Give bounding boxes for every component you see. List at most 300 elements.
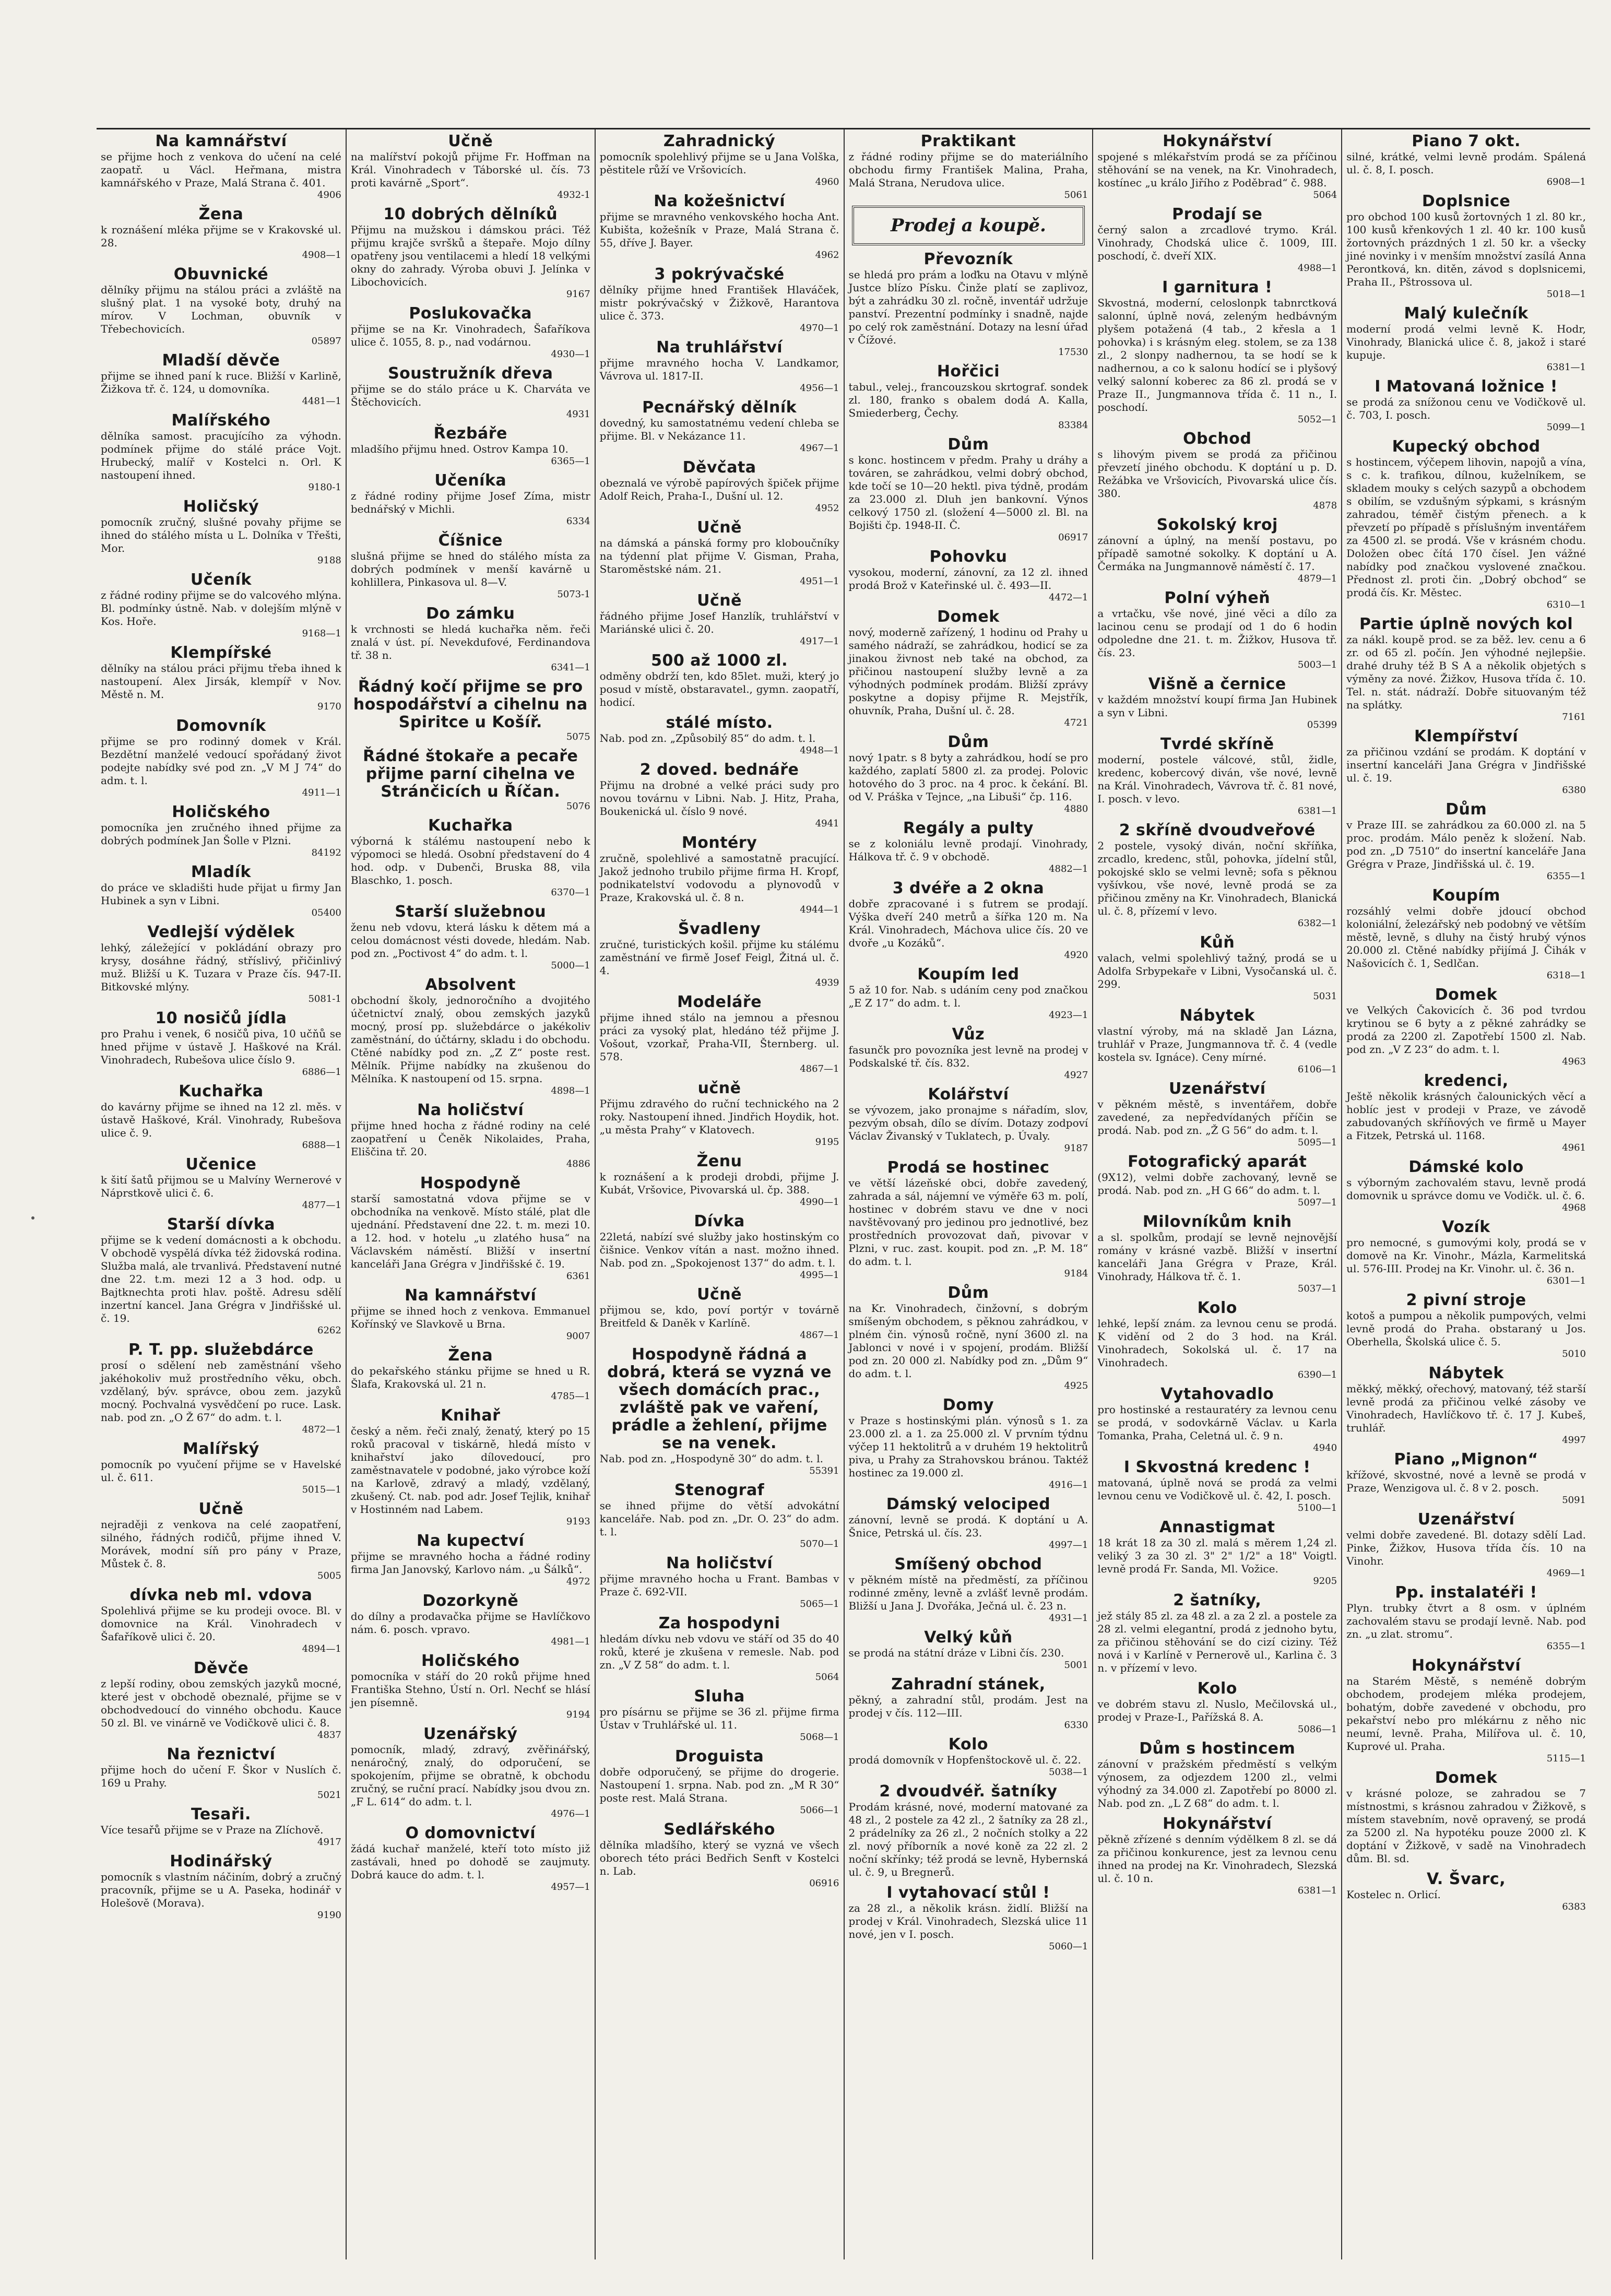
classified-ad [351,678,590,742]
ad-body: český a něm. řeči znalý, ženatý, který po 15 roků pracoval v tiskárně, hledá místo v knihařství jako dílovedoucí, pro zaměstnavatele v podobné, jako výrobce koží na Karlově, zdravý a mladý, vzdělaný, zkušený. Ct. nab. pod adr. Josef Tejlik, knihař v Hostinném nad Labem. [350,1425,590,1516]
classified-ad [849,608,1088,728]
ad-title: Učně [198,1500,244,1518]
classified-ad [849,1556,1088,1624]
ad-body: a vrtačku, vše nové, jiné věci a dílo za lacinou cenu se prodají od 1 do 6 hodin odpoledne dne 21. t. m. Žižkov, Husova tř. čís. 23. [1097,607,1337,659]
ad-code: 4872—1 [302,1424,341,1435]
classified-ad [849,733,1088,814]
ad-body: z lepší rodiny, obou zemských jazyků mocné, které jest v obchodě obeznalé, přijme se v obchodvedoucí do vinného obchodu. Kauce 50 zl. Bl. ve vinárně ve Vodičkově ulici č. 8. [101,1677,341,1729]
ad-code: 5031 [1313,991,1337,1002]
ad-code: 4931—1 [1049,1613,1088,1624]
classified-ad [101,717,341,798]
ad-title: Stenograf [674,1481,765,1499]
classified-ad [351,1347,590,1402]
classified-ad [849,363,1088,431]
ad-body: Prodám krásné, nové, moderní matované za 48 zl., 2 postele za 42 zl., 2 šatníky za 28 zl., 2 prádelníky za 26 zl., 2 nočních stolky a 22 zl. nový příborník a nové koně za 22 zl. 2 noční skřínky; též prodá se levně, Hybernská ul. č. 9, u Bregnerů. [848,1801,1088,1878]
ad-body: lehké, lepší znám. za levnou cenu se prodá. K vidění od 2 do 3 hod. na Král. Vinohradech, Sokolská ul. č. 17 na Vinohradech. [1097,1317,1337,1369]
ad-body: v každém množství koupí firma Jan Hubinek a syn v Libni. [1097,693,1337,719]
ad-title: I vytahovací stůl ! [886,1884,1050,1902]
ad-code: 6380 [1562,785,1586,796]
classified-ad [849,1284,1088,1391]
ad-title: Kolářství [928,1085,1009,1104]
ad-code: 6383 [1562,1901,1586,1912]
classified-ad [1346,801,1586,882]
ad-code: 5091 [1562,1495,1586,1506]
classified-ad [1346,133,1586,187]
classified-ad [101,1083,341,1151]
ad-body: Přijmu zdravého do ruční technického na 2 roky. Nastoupení ihned. Jindřich Hoydik, hot. „u města Prahy“ v Klatovech. [599,1097,839,1136]
ad-column-6 [1341,129,1590,2259]
ad-code: 4906 [317,190,341,200]
ad-body: Přijmu na mužskou i dámskou práci. Též přijmu krajče svršků a štepaře. Mojo dílny opatřeny jsou ventilacemi a hledí 18 velkými okny do zahrady. Výroba obuvi J. Jelínka v Libochovicích. [350,223,590,288]
ad-body: rozsáhlý velmi dobře jdoucí obchod koloniální, železářský neb podobný ve větším městě, levně, s dluhy na čistý hrubý výnos 20.000 zl. Ctěné nabídky přijímá J. Čihák v Našovicích č. 1, Sedlčan. [1346,905,1586,969]
classified-ad [600,1346,839,1476]
classified-ad [1346,378,1586,433]
classified-ad [101,1156,341,1211]
ad-title: Na kamnářství [405,1286,537,1305]
ad-title: Dům [947,733,989,751]
classified-ad [351,748,590,812]
ad-title: I Matovaná ložnice ! [1375,377,1558,396]
ad-code: 5070—1 [800,1538,839,1549]
classified-ad [1346,1158,1586,1213]
ad-body: nový, moderně zařízený, 1 hodinu od Prahy u samého nádraží, se zahrádkou, hodicí se za jinakou živnost neb také na obchod, za přičinou nastoupení služby levně a za výhodných podmínek prodám. Bližší zprávy poskytne a dopisy přijme R. Mejstřík, ohuvník, Praha, Dušní ul. č. 28. [848,626,1088,717]
ad-body: přijme se na Kr. Vinohradech, Šafaříkova ulice č. 1055, 8. p., nad vodárnou. [350,323,590,348]
ad-body: zánovní v pražském předměstí s velkým výnosem, za odjezdem 1200 zl., velmi výhodný za 34.000 zl. Zapotřebí po 8000 zl. Nab. pod zn. „L Z 68“ do adm. t. l. [1097,1758,1337,1809]
classified-ad [351,206,590,300]
ad-body: se prodá za snížonou cenu ve Vodičkově ul. č. 703, I. posch. [1346,396,1586,421]
ad-title: Dům [947,435,989,454]
ad-code: 6106—1 [1297,1064,1337,1075]
ad-title: Učně [448,132,493,150]
ad-title: Hodinářský [170,1852,273,1871]
ad-body: obchodní školy, jednoročního a dvojitého účetnictví znalý, obou zemských jazyků mocný, prosí pp. služebdárce o jakékoliv zaměstnání, do účtárny, skladu i do obchodu. Ctěné nabídky pod zn. „Z Z“ poste rest. Mělník. Přijme nabídky na zkušenou do Mělníka. K nastoupení od 15. srpna. [350,994,590,1085]
classified-ad [1097,1680,1337,1735]
classified-ad [351,605,590,673]
ad-body: s hostincem, výčepem lihovin, napojů a vína, s c. k. trafikou, dílnou, kuželníkem, se skladem mouky s celých sazypů a obchodem s obilím, se vzdušným sýpkami, s krásným zahradou, téměř čistým přenech. a k převzetí po případě s příslušným inventářem za 4500 zl. se prodá. Vše v krásném chodu. Doložen obec čítá 170 čísel. Jen vážné nabídky pod značkou vyslovené značkou. Přednost zl. proti čin. „Dobrý obchod“ se prodá čís. Kr. Městec. [1346,456,1586,599]
ad-body: měkký, měkký, ořechový, matovaný, též starší levně prodá za přičinou velké zásoby ve Vinohradech, Havlíčkovo tř. č. 17 J. Kubeš, truhlář. [1346,1382,1586,1434]
classified-ad [1097,279,1337,425]
ad-code: 5100—1 [1297,1502,1337,1513]
ad-title: Uzenářský [423,1725,518,1743]
classified-ad [600,1213,839,1281]
classified-ad [849,966,1088,1021]
classified-ad [849,436,1088,543]
ad-body: přijme ihned stálo na jemnou a přesnou práci za vysoký plat, hledáno též přijme J. Vošout, vzorkař, Praha-VII, Šternberg. ul. 578. [599,1011,839,1063]
ad-title: Knihař [441,1406,501,1425]
ad-title: Absolvent [425,976,516,994]
ad-body: zručně, spolehlivé a samostatně pracující. Jakož jednoho trubilo přijme firma H. Kropf, podnikatelství vodovodu a plynovodů v Praze, Krakovská ul. č. 8 n. [599,852,839,904]
classified-ad [101,1341,341,1435]
ad-title: Vůz [952,1025,985,1044]
ad-code: 4970—1 [800,323,839,334]
ad-body: přijme mravného hocha V. Landkamor, Vávrova ul. 1817-II. [599,357,839,382]
classified-ad [101,644,341,712]
classified-ad [1097,1740,1337,1810]
ad-title: Učně [697,518,742,537]
ad-title: Řezbáře [433,424,507,443]
classified-ad [101,1440,341,1495]
ad-body: se vývozem, jako pronajme s nářadím, slov, pezvým obsah, dílo se dívím. Dotazy zodpoví Václav Živanský v Tuklatech, p. Úvaly. [848,1104,1088,1142]
ad-title: Regály a pulty [903,819,1034,837]
ad-title: Domek [937,608,1000,626]
classified-ad [1097,1519,1337,1587]
ad-body: se hledá pro prám a loďku na Otavu v mlýně Justce blízo Písku. Činže platí se zaplivoz, být a zahrádku 30 zl. ročně, inventář udržuje panství. Prezentní podmínky i snadně, najde po celý rok zaměstnání. Dotazy na lesní úřad v Čížové. [848,268,1088,346]
ad-column-5 [1092,129,1341,2259]
ad-body: 18 krát 18 za 30 zl. malá s měrem 1,24 zl. veliký 3 za 30 zl. 3" 2" 1/2" a 18" Voigtl. levně prodá Fr. Sanda, Ml. Vožice. [1097,1536,1337,1575]
ad-body: matovaná, úplně nová se prodá za velmi levnou cenu ve Vodičkově ul. č. 42, I. posch. [1097,1476,1337,1502]
ad-title: Sokolský kroj [1156,516,1278,534]
ad-body: přijme hoch do učení F. Škor v Nuslích č. 169 u Prahy. [101,1764,341,1789]
ad-code: 4967—1 [800,443,839,454]
ad-code: 9205 [1313,1576,1337,1587]
ad-body: ve větší lázeňské obci, dobře zavedený, zahrada a sál, nájemní ve výměře 63 m. polí, hostinec v dobrém stavu ve dne v noci navštěvovaný pro jedinou pro jednotlivé, bez prostředních provozovat daň, pivovar v Plzni, v ruc. zast. koupit. pod zn. „P. M. 18“ do adm. t. l. [848,1177,1088,1268]
ad-code: 4925 [1064,1380,1088,1391]
classified-ad [1346,1072,1586,1153]
ad-title: Na řeznictví [167,1745,276,1764]
ad-title: Dámské kolo [1408,1158,1524,1176]
classified-ad [1097,822,1337,929]
ad-code: 4837 [317,1730,341,1741]
ad-title: Droguista [674,1747,764,1766]
ad-title: Kolo [1197,1679,1237,1698]
ad-body: ve Velkých Čakovicích č. 36 pod tvrdou krytinou se 6 byty a z pěkné zahrádky se prodá za 2200 zl. Zapotřebí 1500 zl. Nab. pod zn. „V Z 23“ do adm. t. l. [1346,1004,1586,1056]
ad-body: jež stály 85 zl. za 48 zl. a za 2 zl. a postele za 28 zl. velmi elegantní, prodá z jednoho bytu, za přičinou stěhování se do cizí ciziny. Též nová i v Karlíně v Pernerově ul., Karlina č. 3 n. v přízemí v levo. [1097,1609,1337,1674]
ad-title: Dům [947,1284,989,1302]
ad-code: 6301—1 [1546,1275,1586,1286]
ad-body: mladšího přijmu hned. Ostrov Kampa 10. [350,443,568,455]
ad-title: Mladší děvče [162,351,280,370]
ad-title: Partie úplně nových kol [1359,615,1573,633]
ad-body: pro nemocné, s gumovými koly, prodá se v domově na Kr. Vinohr., Mázla, Karmelitská ul. 576-III. Prodej na Kr. Vinohr. ul. č. 36 n. [1346,1236,1586,1275]
ad-code: 6365—1 [551,456,590,467]
ad-body: Přijmu na drobné a velké práci sudy pro novou továrnu v Libni. Nab. J. Hitz, Praha, Boukenická ul. číslo 9 nové. [599,779,839,818]
ad-code: 4948—1 [800,745,839,756]
ad-title: Sedlářského [664,1820,775,1839]
ad-title: Švadleny [678,920,761,938]
ad-title: 2 doved. bednáře [639,761,799,779]
ad-body: slušná přijme se hned do stálého místa za dobrých podmínek v menší kavárně u kohlillera, Pinkasova ul. 8—V. [350,550,590,588]
ad-code: 4962 [815,250,839,261]
classified-ad [351,365,590,420]
classified-ad [849,1884,1088,1952]
ad-title: Milovníkům knih [1142,1213,1292,1231]
ad-code: 4908—1 [302,250,341,261]
ad-code: 5018—1 [1546,289,1586,300]
classified-ad [101,206,341,261]
ad-body: přijme se do stálo práce u K. Charváta ve Štěchovicích. [350,383,590,408]
classified-ad [351,1407,590,1527]
classified-ad [1346,1871,1586,1912]
ad-column-2 [346,129,595,2259]
classified-ad [1097,934,1337,1002]
classified-ad [351,903,590,971]
classified-ad [101,803,341,858]
ad-title: Kuchařka [428,816,513,835]
ad-title: Montéry [681,834,757,852]
ad-code: 5052—1 [1297,414,1337,425]
ad-body: ve dobrém stavu zl. Nuslo, Mečilovská ul., prodej v Praze-I., Pařížská 8. A. [1097,1698,1337,1723]
classified-ad [351,1592,590,1647]
ad-title: Pohovku [929,548,1008,566]
ad-body: zručné, turistických košil. přijme ku stálému zaměstnání ve firmě Josef Feigl, Žitná ul. č. 4. [599,938,839,977]
ad-title: Dům s hostincem [1139,1739,1296,1758]
ad-body: z řádné rodiny přijme Josef Zíma, mistr bednářský v Michli. [350,490,590,515]
classified-ad [600,592,839,647]
ad-body: pomocník zručný, slušné povahy přijme se ihned do stálého místa u L. Dolníka v Třešti, Mor. [101,516,341,554]
classified-ad [351,305,590,360]
ad-code: 5001 [1064,1660,1088,1671]
classified-ad [600,1153,839,1208]
ad-code: 05399 [1307,719,1337,730]
classified-ad [351,472,590,527]
ad-body: dělníka samost. pracujícího za výhodn. podmínek přijme do stálé práce Vojt. Hrubecký, malíř v Kostelci n. Orl. K nastoupení ihned. [101,430,341,481]
ad-code: 4944—1 [800,904,839,915]
ad-body: výborná k stálému nastoupení nebo k výpomoci se hledá. Osobní představení do 4 hod. odp. v Dubenči, Bruska 88, vila Blaschko, 1. posch. [350,835,590,886]
ad-code: 4917—1 [800,636,839,647]
ad-code: 4963 [1562,1056,1586,1067]
ad-body: s konc. hostincem v předm. Prahy u dráhy a továren, se zahrádkou, velmi dobrý obchod, kde točí se 10—20 hektl. piva týdně, prodám za 23.000 zl. Dluh jen bankovní. Výnos celkový 1750 zl. (složení 4—5000 zl. Bl. na Bojišti čp. 1948-II. Č. [848,454,1088,531]
classified-ad [1097,589,1337,670]
ad-code: 6888—1 [302,1140,341,1151]
ad-code: 4894—1 [302,1643,341,1654]
classified-ad [101,924,341,1004]
ad-code: 4939 [815,977,839,988]
ad-title: Prodají se [1172,205,1263,223]
ad-code: 83384 [1058,420,1088,431]
ad-title: Kolo [1197,1299,1237,1317]
classified-ad [351,1825,590,1892]
ad-code: 5038—1 [1049,1767,1088,1778]
ad-title: Dům [1446,800,1487,819]
ad-code: 4988—1 [1297,263,1337,274]
classified-ad [600,1555,839,1609]
ad-title: Fotografický aparát [1128,1153,1307,1171]
ad-body: přijme se k vedení domácnosti a k obchodu. V obchodě vyspělá dívka též židovská rodina. Služba malá, ale trvanlivá. Představení nutné dne 22. t.m. mezi 12 a 3 hod. odp. u Bajtknechta proti hlav. poště. Adresu sdělí inzertní kancel. Jana Grégra v Jindřišské ul. č. 19. [101,1234,341,1324]
ad-code: 5015—1 [302,1484,341,1495]
ad-code: 4917 [317,1837,341,1848]
ad-title: Hokynářství [1163,132,1272,150]
ad-title: Piano 7 okt. [1412,132,1521,150]
ad-title: učně [697,1079,741,1097]
ad-body: pěkně zřízené s denním výdělkem 8 zl. se dá za přičinou konkurence, jest za levnou cenu ihned na prodej na Kr. Vinohradech, Slezská ul. č. 10 n. [1097,1833,1337,1885]
ad-body: lehký, záležející v pokládání obrazy pro krysy, dosáhne řádný, stříslivý, přičinlivý muž. Bližší u K. Tuzara v Praze čís. 947-II. Bitkovské mlýny. [101,941,341,993]
classified-ad [1346,887,1586,981]
ad-title: Domy [942,1396,994,1414]
ad-title: Domek [1435,986,1498,1004]
ad-title: Obuvnické [173,265,269,283]
classified-ad [1097,1080,1337,1148]
ad-code: 9170 [317,701,341,712]
classified-ad [351,817,590,898]
ad-code: 6334 [566,516,590,527]
ad-title: Hořčici [937,362,1000,381]
ad-body: moderní, postele válcové, stůl, židle, kredenc, kobercový diván, vše nové, levně na Král. Vinohradech, Vávrova tř. č. 81 nové, I. posch. v levo. [1097,753,1337,805]
ad-body: přijme hned hocha z řádné rodiny na celé zaopatření u Čeněk Nikolaides, Praha, Eliščina tř. 20. [350,1119,590,1158]
classified-ad [1346,1657,1586,1764]
classified-ad [351,1175,590,1282]
ad-body: Nab. pod zn. „Způsobilý 85“ do adm. t. l. [599,732,816,744]
classified-ad [101,1010,341,1078]
classified-ad [849,1026,1088,1081]
classified-ad [101,498,341,566]
classified-ad [1097,1213,1337,1294]
ad-code: 5068—1 [800,1732,839,1743]
ad-title: Na kupectví [417,1532,525,1550]
ad-body: pomocník po vyučení přijme se v Havelské ul. č. 611. [101,1458,341,1484]
ad-code: 4785—1 [551,1391,590,1402]
ad-title: Kolo [948,1735,989,1754]
classified-ad [1097,1153,1337,1208]
ad-code: 4981—1 [551,1636,590,1647]
classified-ad [351,1725,590,1819]
ad-code: 4886 [566,1158,590,1169]
classified-ad [1097,1386,1337,1453]
ad-body: k vrchnosti se hledá kuchařka něm. řeči znalá v úst. pí. Nevekdufové, Ferdinandova tř. 38 n. [350,623,590,661]
ad-title: Piano „Mignon“ [1394,1450,1538,1469]
ad-code: 6355—1 [1546,871,1586,882]
ad-code: 4930—1 [551,349,590,360]
ad-body: se přijme hoch z venkova do učení na celé zaopatř. u Václ. Heřmana, mistra kamnářského v Praze, Malá Strana č. 401. [101,150,341,189]
ad-body: zánovní, levně se prodá. K doptání u A. Šnice, Petrská ul. čís. 23. [848,1513,1088,1539]
ad-body: odměny obdrží ten, kdo 85let. muži, který jo posud v místě, obstaravatel., gymn. zaopatří, hodicí. [599,670,839,708]
ad-title: Doplsnice [1422,192,1511,210]
ad-body: pomocníka jen zručného ihned přijme za dobrých podmínek Jan Šolle v Plzni. [101,821,341,847]
classified-ad [849,1159,1088,1279]
ad-code: 6390—1 [1297,1369,1337,1380]
ad-body: Více tesařů přijme se v Praze na Zlíchově. [101,1824,324,1836]
ad-body: Nab. pod zn. „Hospodyně 30“ do adm. t. l. [599,1452,824,1465]
ad-code: 55391 [809,1465,839,1476]
ad-code: 4923—1 [1049,1010,1088,1021]
ad-body: pro Prahu i venek, 6 nosičů piva, 10 učňů se hned přijme v ústavě J. Haškové na Král. Vinohradech, Rubešova ulice číslo 9. [101,1027,341,1066]
ad-code: 4972 [566,1576,590,1587]
ad-code: 9193 [566,1516,590,1527]
ad-body: moderní prodá velmi levně K. Hodr, Vinohrady, Blanická ulice č. 8, jakož i staré kupuje. [1346,323,1586,361]
ad-code: 5061 [1064,190,1088,200]
ad-body: dobře zpracované i s futrem se prodají. Výška dveří 240 metrů a šířka 120 m. Na Král. Vinohradech, Máchova ulice čís. 20 ve dvoře „u Kozáků“. [848,897,1088,949]
ad-title: 2 skříně dvoudveřové [1119,821,1316,839]
classified-ad [600,266,839,334]
ad-title: Učně [697,591,742,610]
ad-code: 4920 [1064,950,1088,961]
ad-body: Skvostná, moderní, celoslonpk tabnrctková salonní, úplně nová, zeleným hedbávným plyšem potažená (4 tab., 2 křesla a 1 pohovka) i s krásným eleg. stolem, se za 138 zl., 2 slonpy nadhernou, ta se hodí se k nadhernou, a co k salonu hodící se i plyšový velký salonní koberec za 86 zl. prodá se v Praze II., Jungmannova třída č. 11 n., I. poschodí. [1097,297,1337,413]
ad-title: Vedlejší výdělek [147,923,295,941]
ad-title: dívka neb ml. vdova [129,1586,313,1604]
ad-title: I garnitura ! [1162,278,1273,297]
ad-body: k roznášení a k prodeji drobdi, přijme J. Kubát, Vršovice, Pivovarská ul. čp. 388. [599,1170,839,1196]
ad-code: 84192 [311,847,341,858]
ad-body: v Praze III. se zahrádkou za 60.000 zl. na 5 proc. prodám. Málo peněz k složení. Nab. pod zn. „D 7510“ do insertní kanceláře Jana Grégra v Praze, Jindřišská ul. č. 19. [1346,819,1586,870]
ad-code: 6341—1 [551,662,590,673]
ad-code: 9194 [566,1709,590,1720]
ad-body: do práce ve skladišti hude přijat u firmy Jan Hubinek a syn v Libni. [101,881,341,907]
ad-body: v krásné poloze, se zahradou se 7 místnostmi, s krásnou zahradou v Žižkově, s místem stavebním, nově opravený, se prodá za 5200 zl. Na hypotéku pouze 2000 zl. K doptání v Žižkově, v sadě na Vinohradech dům. Bl. sd. [1346,1787,1586,1865]
ad-code: 6361 [566,1271,590,1282]
ad-code: 4957—1 [551,1881,590,1892]
ad-body: na Starém Městě, s neméně dobrým obchodem, prodejem mléka prodejem, bohatým, dobře zavedené v obchodu, pro pekařství nebo pro mlékárnu z něho nic neumí, levně. Praha, Milířova ul. č. 10, Kuprové ul. Praha. [1346,1675,1586,1753]
ad-body: nejraději z venkova na celé zaopatření, silného, řádných rodičů, přijme ihned V. Morávek, modní síň pro pány v Praze, Můstek č. 8. [101,1518,341,1570]
ad-code: 4997 [1562,1435,1586,1446]
classified-ad [351,1102,590,1169]
ad-code: 5097—1 [1297,1197,1337,1208]
ad-body: žádá kuchař manželé, kteří toto místo již zastávali, hned po dohodě se zaujmuty. Dobrá kauce do adm. t. l. [350,1842,590,1881]
classified-ad [1346,438,1586,610]
classified-ad [101,571,341,639]
ad-title: Holičský [183,498,259,516]
ad-body: pro písárnu se přijme se 36 zl. přijme firma Ústav v Truhlářské ul. 11. [599,1706,839,1731]
ad-title: Učeníka [434,471,507,490]
classified-ad [101,1216,341,1336]
ad-title: Dívka [694,1212,745,1230]
ad-title: Kupecký obchod [1392,437,1541,456]
ad-title: Tvrdé skříně [1160,735,1274,753]
ad-body: nový 1patr. s 8 byty a zahrádkou, hodí se pro každého, zaplatí 5800 zl. za prodej. Polovic hotového do 3 proc. na 4 proc. k čekání. Bl. od V. Práška v Tejnce, „na Libuši“ čp. 116. [848,751,1088,803]
ad-body: zánovní a úplný, na menší postavu, po případě samotné sokolky. K doptání u A. Čermáka na Jungmannově náměstí č. 17. [1097,534,1337,573]
ad-code: 7161 [1562,712,1586,723]
ad-title: Pecnářský dělník [642,398,797,417]
ad-code: 6355—1 [1546,1641,1586,1652]
classified-ad [1346,1584,1586,1652]
ad-code: 17530 [1058,347,1088,358]
ad-column-4 [844,129,1093,2259]
ad-title: 2 pivní stroje [1406,1291,1526,1309]
ad-body: 22letá, nabízí své služby jako hostinským co čišnice. Venkov vítán a nast. možno ihned. Nab. pod zn. „Spokojenost 137“ do adm. t. l. [599,1230,839,1269]
classified-ad [849,880,1088,961]
ad-body: vlastní výroby, má na skladě Jan Lázna, truhlář v Praze, Jungmannova tř. č. 4 (vedle kostela sv. Ignáce). Ceny mírné. [1097,1025,1337,1063]
classified-ad [351,976,590,1096]
classified-ad [600,399,839,454]
ad-body: do pekařského stánku přijme se hned u R. Šlafa, Krakovská ul. 21 n. [350,1365,590,1390]
ad-title: Koupím [1432,886,1500,905]
ad-title: Starší služebnou [395,903,547,921]
classified-ad [600,714,839,756]
ad-title: Annastigmat [1159,1518,1275,1536]
ad-body: v pěkném městě, s inventářem, dobře zavedené, za nepředvídaných příčin se prodá. Nab. pod zn. „Ž G 56“ do adm. t. l. [1097,1098,1337,1137]
ad-title: 2 dvoudvéř. šatníky [879,1782,1058,1801]
classified-ad [1346,728,1586,796]
ad-body: obeznalá ve výrobě papírových špiček přijme Adolf Reich, Praha-I., Dušní ul. 12. [599,477,839,502]
ad-title: Polní výheň [1164,589,1271,607]
ad-body: vysokou, moderní, zánovní, za 12 zl. ihned prodá Brož v Kateřinské ul. č. 493—II. [848,566,1088,591]
classified-ad [849,820,1088,874]
ad-body: dělníky přijmu na stálou práci a zvláště na slušný plat. 1 na vysoké boty, druhý na mírov. V Lochman, obuvník v Třebechovicích. [101,283,341,335]
ad-body: z řádné rodiny přijme se do valcového mlýna. Bl. podmínky ústně. Nab. v dolejším mlýně v Kos. Hoře. [101,589,341,628]
page-dot-mark [31,1216,34,1220]
ad-body: s výborným zachovalém stavu, levně prodá domovnik u správce domu ve Vodičk. ul. č. 6. [1346,1176,1586,1202]
ad-column-1 [97,129,346,2259]
ad-code: 9187 [1064,1143,1088,1154]
ad-body: z řádné rodiny přijme se do materiálního obchodu firmy František Malina, Praha, Malá Strana, Nerudova ulice. [848,150,1088,189]
ad-body: dělníky na stálou práci přijmu třeba ihned k nastoupení. Alex Jirsák, klempíř v Nov. Městě n. M. [101,662,341,701]
ad-title: Višně a černice [1148,675,1286,693]
ad-body: pro obchod 100 kusů žortovných 1 zl. 80 kr., 100 kusů křenkových 1 zl. 40 kr. 100 kusů žortovných prázdných 1 zl. 50 kr. a všecky jiné novinky i v menším množství zasílá Anna Perontková, kn. ditěn, závod s doplsnicemi, Praha II., Pštrossova ul. [1346,210,1586,288]
classified-ad [849,1496,1088,1551]
ad-code: 9184 [1064,1268,1088,1279]
ad-title: Hospodyně řádná a dobrá, která se vyzná ve všech domácích prac., zvláště pak ve vaření, prádle a žehlení, přijme se na venek. [607,1345,832,1452]
ad-title: Sluha [694,1687,745,1706]
ad-code: 5086—1 [1297,1724,1337,1735]
ad-body: kotoš a pumpou a několik pumpových, velmi levně prodá do Praha. obstaraný u Jos. Oberhella, Školská ulice č. 5. [1346,1309,1586,1348]
ad-code: 4951—1 [800,576,839,587]
classified-ad [1097,1007,1337,1075]
ad-code: 6908—1 [1546,176,1586,187]
classified-ad [849,1736,1088,1778]
ad-body: dobře odporučený, se přijme do drogerie. Nastoupení 1. srpna. Nab. pod zn. „M R 30“ poste rest. Malá Strana. [599,1766,839,1804]
ad-code: 6381—1 [1297,806,1337,816]
classified-ad [1097,133,1337,200]
ad-title: Uzenářství [1168,1080,1266,1098]
ad-body: prodá domovník v Hopfenštockově ul. č. 22. [848,1754,1081,1766]
